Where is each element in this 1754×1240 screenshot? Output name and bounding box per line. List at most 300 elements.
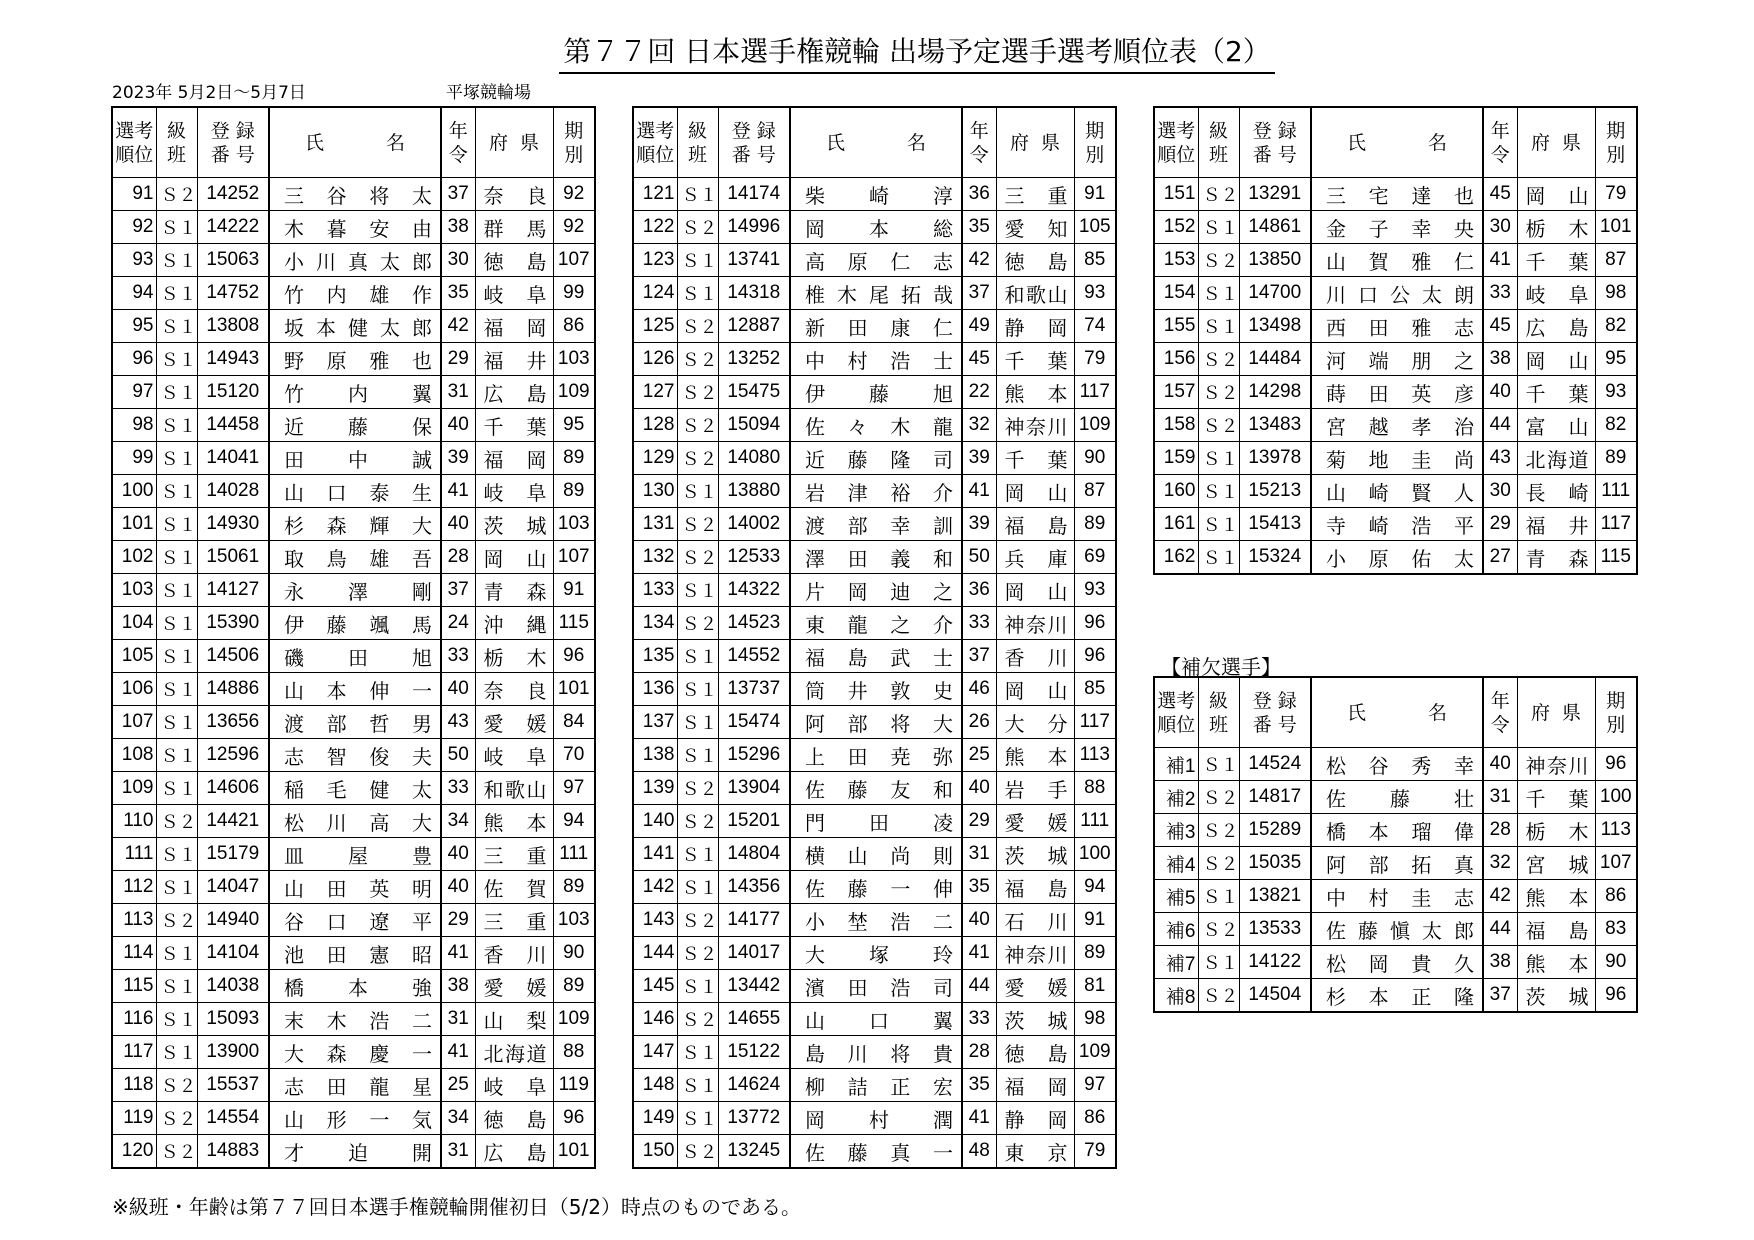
registration-number-cell: 14752: [197, 277, 269, 310]
table-row: [112, 772, 595, 805]
age-cell: 38: [1483, 343, 1517, 376]
class-cell: Ｓ１: [677, 1036, 718, 1069]
name-cell: 山田英明: [269, 871, 441, 904]
age-cell: 38: [1483, 946, 1517, 979]
table-row: [112, 508, 595, 541]
table-row: [1154, 475, 1637, 508]
age-cell: 38: [441, 970, 475, 1003]
name-cell: 杉森輝大: [269, 508, 441, 541]
class-cell: Ｓ１: [677, 838, 718, 871]
name-cell: 柴崎淳: [790, 178, 962, 211]
term-cell: 96: [1074, 640, 1116, 673]
prefecture-cell: 岡山: [1517, 343, 1595, 376]
term-cell: 97: [553, 772, 595, 805]
registration-number-cell: 15324: [1239, 541, 1311, 575]
table-row: [112, 574, 595, 607]
table-row: [1154, 442, 1637, 475]
event-venue: 平塚競輪場: [446, 83, 531, 103]
rank-cell: 161: [1154, 508, 1198, 541]
rank-cell: 153: [1154, 244, 1198, 277]
prefecture-cell: 熊本: [996, 376, 1074, 409]
class-cell: Ｓ１: [156, 541, 197, 574]
prefecture-cell: 福岡: [996, 1069, 1074, 1102]
prefecture-cell: 岐阜: [1517, 277, 1595, 310]
event-period: 2023年 5月2日～5月7日: [112, 83, 306, 103]
table-row: [112, 904, 595, 937]
term-cell: 117: [1074, 706, 1116, 739]
name-cell: 才迫開: [269, 1135, 441, 1169]
prefecture-cell: 栃木: [475, 640, 553, 673]
term-cell: 119: [553, 1069, 595, 1102]
prefecture-cell: 熊本: [996, 739, 1074, 772]
age-cell: 28: [1483, 814, 1517, 847]
term-cell: 79: [1074, 1135, 1116, 1169]
prefecture-cell: 和歌山: [475, 772, 553, 805]
term-cell: 74: [1074, 310, 1116, 343]
class-cell: Ｓ２: [1198, 343, 1239, 376]
age-cell: 39: [441, 442, 475, 475]
class-cell: Ｓ２: [677, 1003, 718, 1036]
prefecture-cell: 群馬: [475, 211, 553, 244]
age-cell: 39: [962, 442, 996, 475]
age-cell: 41: [1483, 244, 1517, 277]
table-row: [633, 442, 1116, 475]
registration-number-cell: 13737: [718, 673, 790, 706]
table-row: [633, 310, 1116, 343]
term-cell: 98: [1074, 1003, 1116, 1036]
age-cell: 29: [1483, 508, 1517, 541]
prefecture-cell: 奈良: [475, 673, 553, 706]
registration-number-cell: 13900: [197, 1036, 269, 1069]
prefecture-cell: 愛媛: [475, 706, 553, 739]
name-cell: 伊藤颯馬: [269, 607, 441, 640]
rank-cell: 162: [1154, 541, 1198, 575]
age-cell: 40: [441, 871, 475, 904]
rank-cell: 100: [112, 475, 156, 508]
name-cell: 近藤隆司: [790, 442, 962, 475]
term-cell: 84: [553, 706, 595, 739]
class-cell: Ｓ１: [1198, 277, 1239, 310]
name-cell: 宮越孝治: [1311, 409, 1483, 442]
table-row: [1154, 343, 1637, 376]
class-cell: Ｓ１: [156, 244, 197, 277]
registration-number-cell: 13291: [1239, 178, 1311, 211]
table-row: [1154, 748, 1637, 781]
table-row: [1154, 541, 1637, 575]
rank-cell: 148: [633, 1069, 677, 1102]
table-row: [112, 541, 595, 574]
registration-number-cell: 14002: [718, 508, 790, 541]
registration-number-cell: 15201: [718, 805, 790, 838]
rank-cell: 108: [112, 739, 156, 772]
rank-cell: 補3: [1154, 814, 1198, 847]
class-cell: Ｓ２: [677, 805, 718, 838]
table-row: [112, 805, 595, 838]
header-term: 期 別: [1595, 107, 1637, 178]
age-cell: 30: [441, 244, 475, 277]
registration-number-cell: 14104: [197, 937, 269, 970]
table-row: [1154, 409, 1637, 442]
table-row: [633, 376, 1116, 409]
table-row: [112, 640, 595, 673]
name-cell: 阿部将大: [790, 706, 962, 739]
registration-number-cell: 15213: [1239, 475, 1311, 508]
class-cell: Ｓ２: [677, 607, 718, 640]
table-row: [112, 673, 595, 706]
age-cell: 37: [441, 178, 475, 211]
class-cell: Ｓ２: [156, 178, 197, 211]
term-cell: 82: [1595, 310, 1637, 343]
age-cell: 26: [962, 706, 996, 739]
table-row: [112, 1102, 595, 1135]
age-cell: 46: [962, 673, 996, 706]
ranking-table-151-162: [1153, 106, 1638, 575]
age-cell: 29: [441, 343, 475, 376]
rank-cell: 132: [633, 541, 677, 574]
registration-number-cell: 13498: [1239, 310, 1311, 343]
age-cell: 25: [962, 739, 996, 772]
age-cell: 40: [441, 673, 475, 706]
table-row: [633, 1135, 1116, 1169]
name-cell: 佐藤一伸: [790, 871, 962, 904]
name-cell: 橋本瑠偉: [1311, 814, 1483, 847]
prefecture-cell: 青森: [475, 574, 553, 607]
table-row: [112, 376, 595, 409]
name-cell: 澤田義和: [790, 541, 962, 574]
table-row: [112, 277, 595, 310]
table-row: [1154, 244, 1637, 277]
term-cell: 87: [1595, 244, 1637, 277]
class-cell: Ｓ１: [677, 1069, 718, 1102]
table-row: [633, 937, 1116, 970]
term-cell: 82: [1595, 409, 1637, 442]
table-row: [633, 1069, 1116, 1102]
name-cell: 志田龍星: [269, 1069, 441, 1102]
prefecture-cell: 静岡: [996, 1102, 1074, 1135]
rank-cell: 156: [1154, 343, 1198, 376]
table-row: [633, 541, 1116, 574]
rank-cell: 147: [633, 1036, 677, 1069]
term-cell: 89: [553, 442, 595, 475]
registration-number-cell: 14298: [1239, 376, 1311, 409]
rank-cell: 160: [1154, 475, 1198, 508]
rank-cell: 93: [112, 244, 156, 277]
term-cell: 96: [553, 640, 595, 673]
age-cell: 41: [962, 475, 996, 508]
page-title: 第７７回 日本選手権競輪 出場予定選手選考順位表（2）: [0, 30, 1754, 74]
age-cell: 39: [962, 508, 996, 541]
name-cell: 東龍之介: [790, 607, 962, 640]
age-cell: 48: [962, 1135, 996, 1169]
term-cell: 85: [1074, 673, 1116, 706]
name-cell: 野原雅也: [269, 343, 441, 376]
table-row: [633, 508, 1116, 541]
term-cell: 70: [553, 739, 595, 772]
rank-cell: 105: [112, 640, 156, 673]
term-cell: 92: [553, 178, 595, 211]
age-cell: 36: [962, 178, 996, 211]
term-cell: 92: [553, 211, 595, 244]
rank-cell: 143: [633, 904, 677, 937]
class-cell: Ｓ１: [156, 706, 197, 739]
age-cell: 29: [441, 904, 475, 937]
prefecture-cell: 奈良: [475, 178, 553, 211]
registration-number-cell: 14996: [718, 211, 790, 244]
name-cell: 永澤剛: [269, 574, 441, 607]
prefecture-cell: 広島: [475, 1135, 553, 1169]
age-cell: 41: [962, 937, 996, 970]
name-cell: 皿屋豊: [269, 838, 441, 871]
table-row: [1154, 847, 1637, 880]
rank-cell: 142: [633, 871, 677, 904]
term-cell: 95: [1595, 343, 1637, 376]
class-cell: Ｓ１: [1198, 880, 1239, 913]
term-cell: 99: [553, 277, 595, 310]
name-cell: 中村圭志: [1311, 880, 1483, 913]
class-cell: Ｓ１: [1198, 475, 1239, 508]
registration-number-cell: 13741: [718, 244, 790, 277]
class-cell: Ｓ１: [1198, 508, 1239, 541]
registration-number-cell: 14504: [1239, 979, 1311, 1013]
prefecture-cell: 神奈川: [996, 937, 1074, 970]
table-row: [112, 310, 595, 343]
header-registration-number: 登 録 番 号: [718, 107, 790, 178]
class-cell: Ｓ２: [677, 343, 718, 376]
registration-number-cell: 14047: [197, 871, 269, 904]
term-cell: 79: [1595, 178, 1637, 211]
rank-cell: 130: [633, 475, 677, 508]
registration-number-cell: 15035: [1239, 847, 1311, 880]
rank-cell: 97: [112, 376, 156, 409]
term-cell: 105: [1074, 211, 1116, 244]
registration-number-cell: 14943: [197, 343, 269, 376]
rank-cell: 123: [633, 244, 677, 277]
header-term: 期 別: [553, 107, 595, 178]
header-age: 年 令: [1483, 677, 1517, 748]
registration-number-cell: 14322: [718, 574, 790, 607]
class-cell: Ｓ１: [156, 838, 197, 871]
term-cell: 88: [1074, 772, 1116, 805]
prefecture-cell: 千葉: [1517, 376, 1595, 409]
reserve-table: [1153, 676, 1638, 1013]
table-row: [112, 838, 595, 871]
class-cell: Ｓ１: [156, 508, 197, 541]
prefecture-cell: 三重: [475, 904, 553, 937]
table-row: [112, 1069, 595, 1102]
term-cell: 95: [553, 409, 595, 442]
table-row: [112, 244, 595, 277]
header-term: 期 別: [1595, 677, 1637, 748]
term-cell: 90: [1074, 442, 1116, 475]
prefecture-cell: 三重: [475, 838, 553, 871]
rank-cell: 157: [1154, 376, 1198, 409]
registration-number-cell: 14655: [718, 1003, 790, 1036]
age-cell: 44: [1483, 409, 1517, 442]
name-cell: 河端朋之: [1311, 343, 1483, 376]
age-cell: 34: [441, 805, 475, 838]
prefecture-cell: 徳島: [996, 1036, 1074, 1069]
registration-number-cell: 14458: [197, 409, 269, 442]
prefecture-cell: 岩手: [996, 772, 1074, 805]
term-cell: 89: [1074, 508, 1116, 541]
table-row: [1154, 211, 1637, 244]
term-cell: 83: [1595, 913, 1637, 946]
term-cell: 90: [553, 937, 595, 970]
registration-number-cell: 12887: [718, 310, 790, 343]
name-cell: 取鳥雄吾: [269, 541, 441, 574]
class-cell: Ｓ２: [1198, 781, 1239, 814]
table-row: [633, 1003, 1116, 1036]
age-cell: 25: [441, 1069, 475, 1102]
class-cell: Ｓ１: [156, 772, 197, 805]
registration-number-cell: 13656: [197, 706, 269, 739]
name-cell: 松谷秀幸: [1311, 748, 1483, 781]
rank-cell: 131: [633, 508, 677, 541]
table-row: [633, 871, 1116, 904]
age-cell: 24: [441, 607, 475, 640]
prefecture-cell: 沖縄: [475, 607, 553, 640]
term-cell: 103: [553, 904, 595, 937]
table-row: [112, 937, 595, 970]
age-cell: 40: [1483, 376, 1517, 409]
prefecture-cell: 石川: [996, 904, 1074, 937]
class-cell: Ｓ２: [156, 1069, 197, 1102]
table-row: [112, 211, 595, 244]
term-cell: 69: [1074, 541, 1116, 574]
age-cell: 41: [962, 1102, 996, 1135]
rank-cell: 154: [1154, 277, 1198, 310]
prefecture-cell: 千葉: [1517, 244, 1595, 277]
rank-cell: 138: [633, 739, 677, 772]
table-row: [1154, 979, 1637, 1013]
class-cell: Ｓ２: [677, 376, 718, 409]
class-cell: Ｓ１: [156, 475, 197, 508]
prefecture-cell: 香川: [475, 937, 553, 970]
registration-number-cell: 14174: [718, 178, 790, 211]
age-cell: 35: [441, 277, 475, 310]
class-cell: Ｓ１: [677, 178, 718, 211]
prefecture-cell: 愛知: [996, 211, 1074, 244]
term-cell: 100: [1595, 781, 1637, 814]
age-cell: 31: [441, 1135, 475, 1169]
rank-cell: 152: [1154, 211, 1198, 244]
registration-number-cell: 14318: [718, 277, 790, 310]
age-cell: 29: [962, 805, 996, 838]
rank-cell: 149: [633, 1102, 677, 1135]
table-row: [633, 640, 1116, 673]
rank-cell: 109: [112, 772, 156, 805]
term-cell: 89: [553, 871, 595, 904]
term-cell: 96: [553, 1102, 595, 1135]
name-cell: 佐藤壮: [1311, 781, 1483, 814]
registration-number-cell: 14861: [1239, 211, 1311, 244]
term-cell: 109: [1074, 409, 1116, 442]
name-cell: 佐藤真一: [790, 1135, 962, 1169]
rank-cell: 119: [112, 1102, 156, 1135]
registration-number-cell: 14700: [1239, 277, 1311, 310]
table-row: [633, 772, 1116, 805]
table-row: [633, 970, 1116, 1003]
rank-cell: 144: [633, 937, 677, 970]
name-cell: 岩津裕介: [790, 475, 962, 508]
term-cell: 93: [1595, 376, 1637, 409]
header-class: 級 班: [1198, 107, 1239, 178]
term-cell: 91: [1074, 904, 1116, 937]
name-cell: 渡部哲男: [269, 706, 441, 739]
prefecture-cell: 栃木: [1517, 211, 1595, 244]
class-cell: Ｓ２: [156, 805, 197, 838]
header-prefecture: 府県: [475, 107, 553, 178]
term-cell: 103: [553, 508, 595, 541]
header-age: 年 令: [441, 107, 475, 178]
class-cell: Ｓ２: [677, 904, 718, 937]
prefecture-cell: 愛媛: [996, 970, 1074, 1003]
registration-number-cell: 15537: [197, 1069, 269, 1102]
prefecture-cell: 三重: [996, 178, 1074, 211]
prefecture-cell: 兵庫: [996, 541, 1074, 574]
prefecture-cell: 静岡: [996, 310, 1074, 343]
age-cell: 45: [962, 343, 996, 376]
class-cell: Ｓ１: [1198, 946, 1239, 979]
table-row: [112, 442, 595, 475]
registration-number-cell: 15093: [197, 1003, 269, 1036]
age-cell: 44: [962, 970, 996, 1003]
header-class: 級 班: [677, 107, 718, 178]
registration-number-cell: 15474: [718, 706, 790, 739]
header-name: 氏名: [1311, 107, 1483, 178]
registration-number-cell: 15289: [1239, 814, 1311, 847]
term-cell: 94: [553, 805, 595, 838]
prefecture-cell: 福井: [475, 343, 553, 376]
term-cell: 111: [1074, 805, 1116, 838]
table-row: [633, 277, 1116, 310]
age-cell: 33: [441, 772, 475, 805]
prefecture-cell: 茨城: [996, 838, 1074, 871]
name-cell: 伊藤旭: [790, 376, 962, 409]
name-cell: 田中誠: [269, 442, 441, 475]
table-row: [1154, 310, 1637, 343]
prefecture-cell: 岐阜: [475, 1069, 553, 1102]
prefecture-cell: 栃木: [1517, 814, 1595, 847]
term-cell: 85: [1074, 244, 1116, 277]
age-cell: 35: [962, 871, 996, 904]
name-cell: 岡本総: [790, 211, 962, 244]
rank-cell: 117: [112, 1036, 156, 1069]
registration-number-cell: 13533: [1239, 913, 1311, 946]
class-cell: Ｓ１: [677, 871, 718, 904]
table-row: [1154, 376, 1637, 409]
name-cell: 志智俊夫: [269, 739, 441, 772]
registration-number-cell: 13808: [197, 310, 269, 343]
rank-cell: 113: [112, 904, 156, 937]
registration-number-cell: 14523: [718, 607, 790, 640]
prefecture-cell: 神奈川: [996, 409, 1074, 442]
rank-cell: 158: [1154, 409, 1198, 442]
name-cell: 蒔田英彦: [1311, 376, 1483, 409]
registration-number-cell: 14506: [197, 640, 269, 673]
registration-number-cell: 14252: [197, 178, 269, 211]
name-cell: 寺崎浩平: [1311, 508, 1483, 541]
class-cell: Ｓ２: [677, 772, 718, 805]
class-cell: Ｓ１: [677, 673, 718, 706]
table-row: [633, 805, 1116, 838]
prefecture-cell: 徳島: [475, 1102, 553, 1135]
registration-number-cell: 15061: [197, 541, 269, 574]
term-cell: 87: [1074, 475, 1116, 508]
age-cell: 43: [441, 706, 475, 739]
name-cell: 三谷将太: [269, 178, 441, 211]
prefecture-cell: 熊本: [1517, 946, 1595, 979]
